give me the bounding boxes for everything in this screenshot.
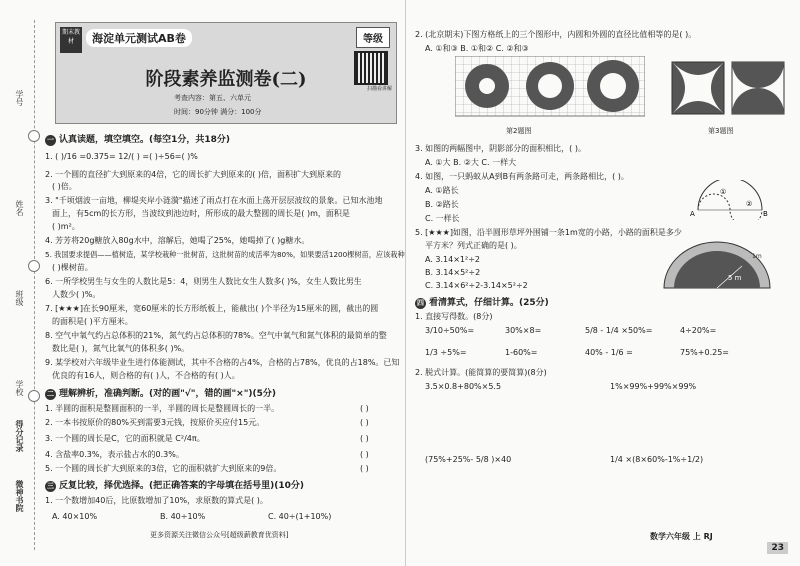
figure-q2-grid xyxy=(455,56,645,122)
r-q4: 4. 如图，一只蚂蚁从A到B有两条路可走，两条路相比，( )。 xyxy=(415,172,629,181)
r-q2-options: A. ①和③ B. ①和② C. ②和③ xyxy=(425,44,529,53)
section-3-heading: 三 反复比较，择优选择。(把正确答案的字母填在括号里)(10分) xyxy=(47,481,304,491)
path-2-label: ② xyxy=(746,200,753,208)
expr-2: 1%×99%+99%×99% xyxy=(610,382,697,391)
q6-line2: 人数少( )%。 xyxy=(52,290,101,299)
r-q3: 3. 如图的两幅图中，阴影部分的面积相比，( )。 xyxy=(415,144,586,153)
r-q5-a: A. 3.14×1²÷2 xyxy=(425,255,481,264)
choice-1: 1. 一个数增加40后，比原数增加了10%，求原数的算式是( )。 xyxy=(45,496,268,505)
r-q4-b: B. ②路长 xyxy=(425,200,459,209)
judge-1-answer[interactable]: ( ) xyxy=(360,404,369,413)
exam-header xyxy=(55,22,397,124)
brand-name: 海淀单元测试AB卷 xyxy=(86,29,192,47)
exam-title: 阶段素养监测卷(二) xyxy=(145,69,307,90)
judge-2: 2. 一本书按原价的80%买到需要3元钱，按原价买应付15元。 xyxy=(45,418,265,427)
exam-content: 考查内容：第五、六单元 xyxy=(174,94,251,102)
expr-3: (75%+25%- 5/8 )×40 xyxy=(425,455,512,464)
q8-line1: 8. 空气中氧气约占总体积的21%，氮气约占总体积的78%。空气中氧气和氮气体积的最简单的整 xyxy=(45,331,387,340)
point-a-label: A xyxy=(690,210,695,218)
calc-r2-4: 75%+0.25= xyxy=(680,348,729,357)
section-1-heading: 一 认真读题，填空填空。(每空1分，共18分) xyxy=(47,135,231,145)
r-q5-c: C. 3.14×6²÷2-3.14×5²÷2 xyxy=(425,281,528,290)
page-fold xyxy=(405,0,406,566)
judge-2-answer[interactable]: ( ) xyxy=(360,418,369,427)
q6-line1: 6. 一所学校男生与女生的人数比是5：4，则男生人数比女生人数多( )%，女生人数比男生 xyxy=(45,277,362,286)
q8-line2: 数比是( )，氮气比氧气的体积多( )%。 xyxy=(52,344,190,353)
figure-q3-squares xyxy=(668,58,788,122)
judge-3: 3. 一个圆的周长是C，它的面积就是 C²/4π。 xyxy=(45,434,205,443)
q4: 4. 芳芳将20g糖放入80g水中，溶解后，她喝了25%，她喝掉了( )g糖水。 xyxy=(45,236,310,245)
judge-4-answer[interactable]: ( ) xyxy=(360,450,369,459)
calc-r1-2: 30%×8= xyxy=(505,326,542,335)
school-label: 学校 xyxy=(15,380,24,396)
section-2-heading: 二 理解辨析，准确判断。(对的画"√"，错的画"×")(5分) xyxy=(47,389,277,399)
q9-line1: 9. 某学校对六年级毕业生进行体能测试，其中不合格的占4%，合格的占78%，优良的占18%。已知 xyxy=(45,358,400,367)
expr-1: 3.5×0.8+80%×5.5 xyxy=(425,382,502,391)
judge-5: 5. 一个圆的周长扩大到原来的3倍，它的面积就扩大到原来的9倍。 xyxy=(45,464,282,473)
calc-r1-3: 5/8 - 1/4 ×50%= xyxy=(585,326,653,335)
r-q4-c: C. 一样长 xyxy=(425,214,460,223)
margin-stamp: 微神书院 xyxy=(15,480,24,512)
judge-3-answer[interactable]: ( ) xyxy=(360,434,369,443)
q9-line2: 优良的有16人，则合格的有( )人，不合格的有( )人。 xyxy=(52,371,240,380)
qr-label: 扫描看讲解 xyxy=(366,86,392,92)
choice-1-a: A. 40×10% xyxy=(52,512,98,521)
q1: 1. ( )/16 =0.375= 12/( ) =( )÷56=( )% xyxy=(45,152,198,161)
calc-r2-3: 40% - 1/6 = xyxy=(585,348,633,357)
lawn-radius-label: 5 m xyxy=(728,274,742,282)
calc-r1-1: 3/10÷50%= xyxy=(425,326,475,335)
point-b-label: B xyxy=(763,210,768,218)
footer-book: 数学六年级 上 RJ xyxy=(650,532,713,541)
judge-1: 1. 半圆的面积是整圆面积的一半，半圆的周长是整圆周长的一半。 xyxy=(45,404,280,413)
name-label: 姓名 xyxy=(15,200,24,216)
r-q5-b: B. 3.14×5²÷2 xyxy=(425,268,481,277)
calc-r2-1: 1/3 ÷5%= xyxy=(425,348,467,357)
choice-1-b: B. 40÷10% xyxy=(160,512,206,521)
footer-note: 更多资源关注微信公众号[超级薪教育优资料] xyxy=(150,531,289,539)
q5-line2: ( )棵树苗。 xyxy=(52,263,93,272)
q7-line1: 7. [★★★]在长90厘米，宽60厘米的长方形纸板上，能截出( )个半径为15厘米的圆，截出的圆 xyxy=(45,304,379,313)
page-number: 23 xyxy=(767,542,788,554)
expr-calc-heading: 2. 脱式计算。(能简算的要简算)(8分) xyxy=(415,368,547,377)
r-q5-line2: 平方米？列式正确的是( )。 xyxy=(425,241,522,250)
figure-q5-lawn xyxy=(662,240,772,290)
qr-code xyxy=(354,51,388,85)
student-id-label: 学号 xyxy=(15,90,24,106)
binding-margin xyxy=(8,20,38,550)
figure-q4-ant-path xyxy=(690,180,770,220)
fig3-caption: 第3题图 xyxy=(708,127,734,135)
section-4-heading: 四 看清算式，仔细计算。(25分) xyxy=(417,298,549,308)
q3-line2: 面上，有5cm的长方形，当波纹到池边时，所形成的最大整圆的周长是( )m，面积是 xyxy=(52,209,350,218)
r-q5-line1: 5. [★★★]如图，沿半圆形草坪外围铺一条1m宽的小路，小路的面积是多少 xyxy=(415,228,682,237)
fig2-caption: 第2题图 xyxy=(506,127,532,135)
judge-4: 4. 含盐率0.3%，表示盐占水的0.3%。 xyxy=(45,450,184,459)
q3-line1: 3. "千顷烟波一亩地，柳堤夹岸小涟漪"描述了雨点打在水面上荡开层层波纹的景象。已知水池地 xyxy=(45,196,383,205)
grade-box: 等级 xyxy=(356,27,390,48)
direct-calc-heading: 1. 直接写得数。(8分) xyxy=(415,312,493,321)
q2-line2: ( )倍。 xyxy=(52,182,77,191)
expr-4: 1/4 ×(8×60%-1%÷1/2) xyxy=(610,455,704,464)
calc-r1-4: 4÷20%= xyxy=(680,326,717,335)
choice-1-c: C. 40÷(1+10%) xyxy=(268,512,332,521)
q3-line3: ( )m²。 xyxy=(52,222,80,231)
q2-line1: 2. 一个圆的直径扩大到原来的4倍，它的周长扩大到原来的( )倍，面积扩大到原来的 xyxy=(45,170,342,179)
margin-stamp-2: 得分记录 xyxy=(15,420,24,452)
r-q3-options: A. ①大 B. ②大 C. 一样大 xyxy=(425,158,517,167)
q5-line1: 5. 我国要求提倡——植树造，某学校栽种一批树苗，这批树苗的成活率为80%，如果要活1200棵树苗，应该栽种 xyxy=(45,250,405,259)
exam-meta: 时间：90分钟 满分：100分 xyxy=(174,108,262,116)
path-1-label: ① xyxy=(720,188,727,196)
judge-5-answer[interactable]: ( ) xyxy=(360,464,369,473)
r-q4-a: A. ①路长 xyxy=(425,186,459,195)
path-width-label: 1m xyxy=(752,253,762,260)
class-label: 班级 xyxy=(15,290,24,306)
r-q2: 2. (北京期末)下图方格纸上的三个图形中，内圆和外圆的直径比值相等的是( )。 xyxy=(415,30,697,39)
q7-line2: 的面积是( )平方厘米。 xyxy=(52,317,133,326)
calc-r2-2: 1-60%= xyxy=(505,348,538,357)
brand-logo: 期末教材 xyxy=(60,27,82,53)
